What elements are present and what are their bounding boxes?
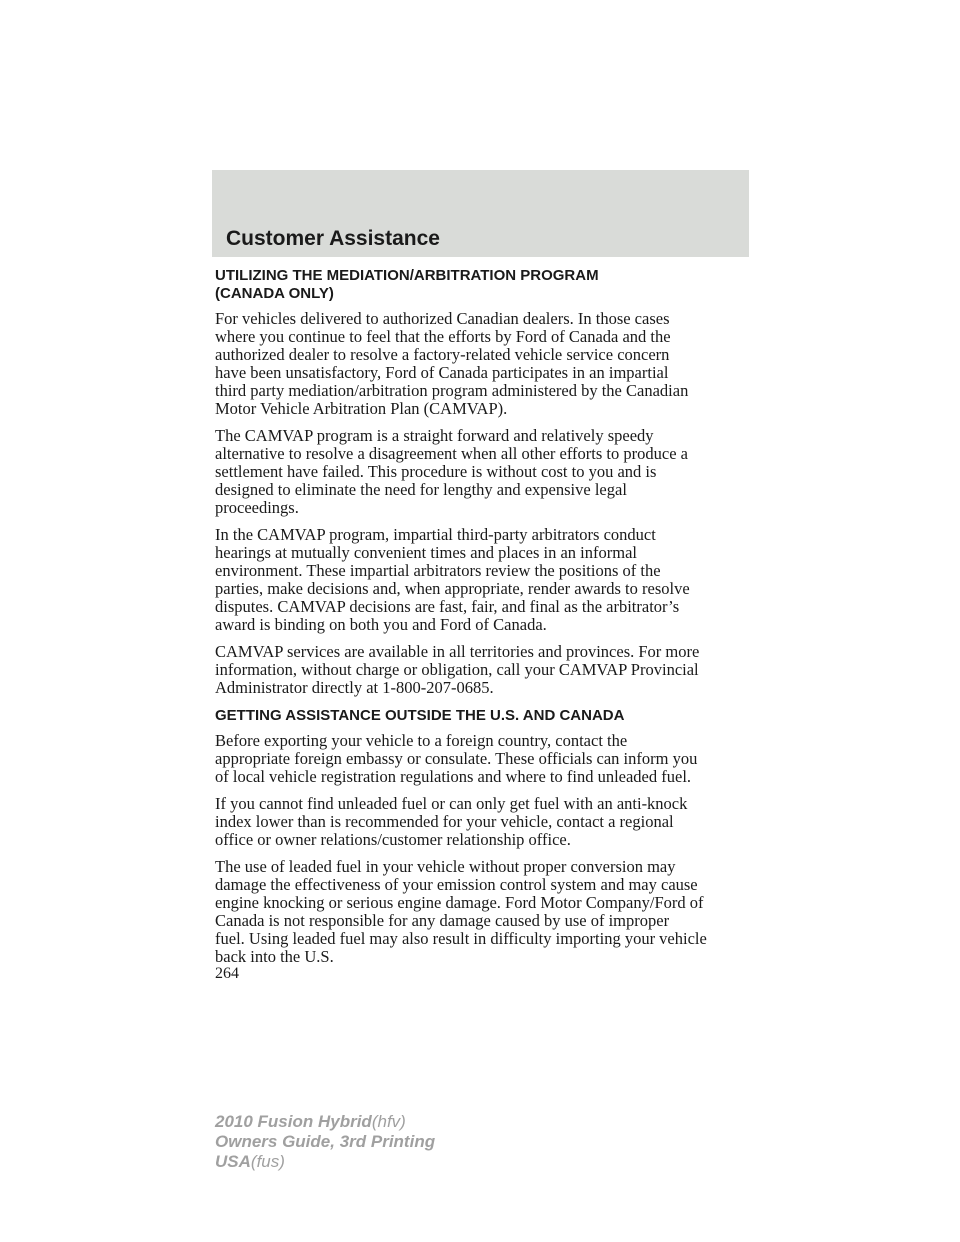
- page-content: [215, 267, 755, 975]
- paragraph: If you cannot find unleaded fuel or can only get fuel with an anti-knock index lower than is recommended for your vehicle, contact a regional office or owner relations/customer relationship office.: [215, 794, 688, 849]
- paragraph: CAMVAP services are available in all territories and provinces. For more information, without charge or obligation, call your CAMVAP Provincial Administrator directly at 1-800-207-0685.: [215, 642, 700, 697]
- footer-model-title: 2010 Fusion Hybrid: [215, 1112, 372, 1131]
- footer-model-code: (hfv): [371, 1112, 406, 1131]
- section-heading-mediation: UTILIZING THE MEDIATION/ARBITRATION PROGRAM (CANADA ONLY): [215, 267, 599, 302]
- footer-line-model: [215, 1112, 435, 1132]
- paragraph: For vehicles delivered to authorized Canadian dealers. In those cases where you continue to feel that the efforts by Ford of Canada and the authorized dealer to resolve a factory-related vehicle service concern have been unsatisfactory, Ford of Canada participates in an impartial third party mediation/arbitration program administered by the Canadian Motor Vehicle Arbitration Plan (CAMVAP).: [215, 309, 689, 418]
- section-heading-outside-us-canada: GETTING ASSISTANCE OUTSIDE THE U.S. AND CANADA: [215, 707, 625, 724]
- chapter-title: Customer Assistance: [226, 227, 440, 250]
- document-footer: [215, 1112, 435, 1172]
- paragraph: In the CAMVAP program, impartial third-party arbitrators conduct hearings at mutually convenient times and places in an informal environment. These impartial arbitrators review the positions of the parties, make decisions and, when appropriate, render awards to resolve disputes. CAMVAP decisions are fast, fair, and final as the arbitrator’s award is binding on both you and Ford of Canada.: [215, 525, 690, 634]
- footer-market-title: USA: [215, 1152, 251, 1171]
- footer-line-market: [215, 1152, 435, 1172]
- footer-line-guide: [215, 1132, 435, 1152]
- paragraph: The CAMVAP program is a straight forward and relatively speedy alternative to resolve a disagreement when all other efforts to produce a settlement have failed. This procedure is without cost to you and is designed to eliminate the need for lengthy and expensive legal proceedings.: [215, 426, 688, 517]
- footer-market-code: (fus): [250, 1152, 285, 1171]
- paragraph: Before exporting your vehicle to a foreign country, contact the appropriate foreign embassy or consulate. These officials can inform you of local vehicle registration regulations and where to find unleaded fuel.: [215, 731, 698, 786]
- footer-guide-title: Owners Guide, 3rd Printing: [215, 1132, 436, 1151]
- page-number: 264: [215, 965, 239, 982]
- paragraph: The use of leaded fuel in your vehicle without proper conversion may damage the effectiveness of your emission control system and may cause engine knocking or serious engine damage. Ford Motor Company/Ford of Canada is not responsible for any damage caused by use of improper fuel. Using leaded fuel may also result in difficulty importing your vehicle back into the U.S.: [215, 857, 707, 966]
- chapter-header-band: [212, 170, 749, 257]
